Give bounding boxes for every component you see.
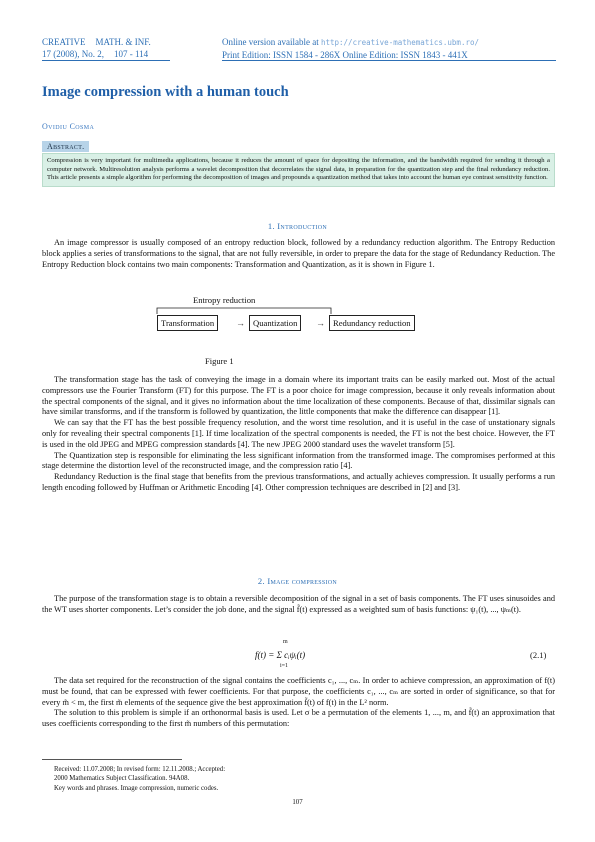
section-1-heading: 1. Introduction [267, 221, 328, 231]
section-1-intro [42, 238, 555, 270]
paragraph: We can say that the FT has the best possible frequency resolution, and the worst time resolution, and it is useful in the case of unstationary signals only for revealing their spectral components [1]. If time localization of the spectral components is needed, the FT is not the best choice. However, the FT is used in the old JPEG and MPEG compression standards [4]. The new JPEG 2000 standard uses the wavelet transform [5]. [42, 418, 555, 449]
msc-classification: 2000 Mathematics Subject Classification. 94A08. [54, 775, 190, 783]
arrow-icon: → [316, 318, 325, 328]
paragraph: The Quantization step is responsible for eliminating the less significant information from the transformed image. The compromises performed at this stage determine the distortion level of the reconstructed image, and the compression ratio [4]. [42, 450, 555, 471]
sum-lower-limit: i=1 [280, 663, 289, 669]
paper-author: Ovidiu Cosma [42, 122, 95, 131]
edition-info [222, 36, 556, 61]
entropy-bracket [155, 305, 335, 315]
footnote-rule [42, 759, 182, 760]
paper-title: Image compression with a human touch [42, 84, 289, 100]
keywords: Key words and phrases. Image compression, numeric codes. [54, 784, 219, 792]
online-prefix: Online version available at [222, 37, 319, 47]
section-2-heading: 2. Image compression [257, 576, 338, 586]
journal-name-2: MATH. & INF. [95, 37, 151, 47]
journal-volume: 17 (2008), No. 2, [42, 49, 104, 59]
redundancy-reduction-box: Redundancy reduction [329, 315, 415, 331]
section-2-intro [42, 594, 555, 616]
abstract-text: Compression is very important for multimedia applications, because it reduces the amount of space for depositing the information, and the bandwidth required for sending it through a computer network. Multiresolution analysis performs a wavelet decomposition that decorrelates the signal data, in preparation for the quantization step and the final redundancy reduction. This article presents a simple algorithm for performing the decomposition of images and propounds a quantization method that takes into account the human eye contrast sensitivity function. [42, 153, 555, 187]
journal-name-1: CREATIVE [42, 37, 86, 47]
page-number: 107 [292, 799, 303, 806]
journal-header [42, 36, 170, 61]
sum-upper-limit: m [283, 639, 288, 645]
paragraph: Redundancy Reduction is the final stage that benefits from the previous transformations, and actually achieves compression. It usually performs a run length encoding followed by Huffman or Arithmetic Encoding [4]. Other compression techniques are described in [2] and [3]. [42, 472, 555, 492]
entropy-reduction-label: Entropy reduction [193, 295, 256, 305]
paragraph: The transformation stage has the task of conveying the image in a domain where its important traits can be easily marked out. Most of the actual compressors use the Fourier Transform (FT) for this purpose. The FT is a poor choice for image compression, because it only reveals information about the spectral components of the signal, and it gives no information about the time localization of these components. Because of that, dissimilar signals can have similar transforms, and if the transform is followed by quantization, the little components that make the difference can disappear [1]. [42, 375, 555, 417]
figure-1-diagram [155, 295, 445, 335]
footnotes [54, 765, 225, 793]
paragraph: An image compressor is usually composed of an entropy reduction block, followed by a redundancy reduction algorithm. The Entropy Reduction block applies a series of transformations to the signal, that are not fully reversible, in order to prepare the data for the stage of Redundancy Reduction. The Entropy Reduction block contains two main components: Transformation and Quantization, as it is shown in Figure 1. [42, 238, 555, 269]
section-2-body [42, 676, 555, 730]
figure-1-caption: Figure 1 [205, 356, 234, 366]
paragraph: The purpose of the transformation stage is to obtain a reversible decomposition of the signal in a set of basis components. The FT uses sinusoides and the WT uses shorter components. Let’s consider the job done, and the signal f̃(t) expressed as a weighted sum of basis functions: ψ₁(t), ..., ψₘ(t). [42, 594, 555, 614]
transformation-box: Transformation [157, 315, 218, 331]
equation-body: f(t) = Σ cᵢψᵢ(t) [255, 650, 306, 660]
equation-number: (2.1) [530, 650, 547, 660]
abstract-label: Abstract. [42, 141, 89, 152]
paragraph: The solution to this problem is simple if an orthonormal basis is used. Let σ be a permutation of the elements 1, ..., m, and f̃(t) an approximation that uses coefficients corresponding to the first m̃ numbers of this permutation: [42, 708, 555, 729]
journal-pages: 107 - 114 [114, 49, 149, 59]
received-dates: Received: 11.07.2008; In revised form: 12.11.2008.; Accepted: [54, 766, 226, 773]
section-1-body [42, 375, 555, 494]
online-url-link[interactable]: http://creative-mathematics.ubm.ro/ [320, 38, 480, 47]
paragraph: The data set required for the reconstruction of the signal contains the coefficients c₁, ..., cₘ. In order to achieve compression, an approximation of f(t) must be found, that can be expressed with fewer coefficients. For that purpose, the coefficients c₁, ..., cₘ are sorted in order of significance, so that for every m̃ < m, the first m̃ elements of the sequence give the best approximation f̃(t) of f(t) in the L² norm. [42, 676, 555, 707]
quantization-box: Quantization [249, 315, 301, 331]
header-rule [222, 60, 556, 61]
arrow-icon: → [236, 318, 245, 328]
print-edition: Print Edition: ISSN 1584 - 286X Online Edition: ISSN 1843 - 441X [222, 50, 468, 60]
